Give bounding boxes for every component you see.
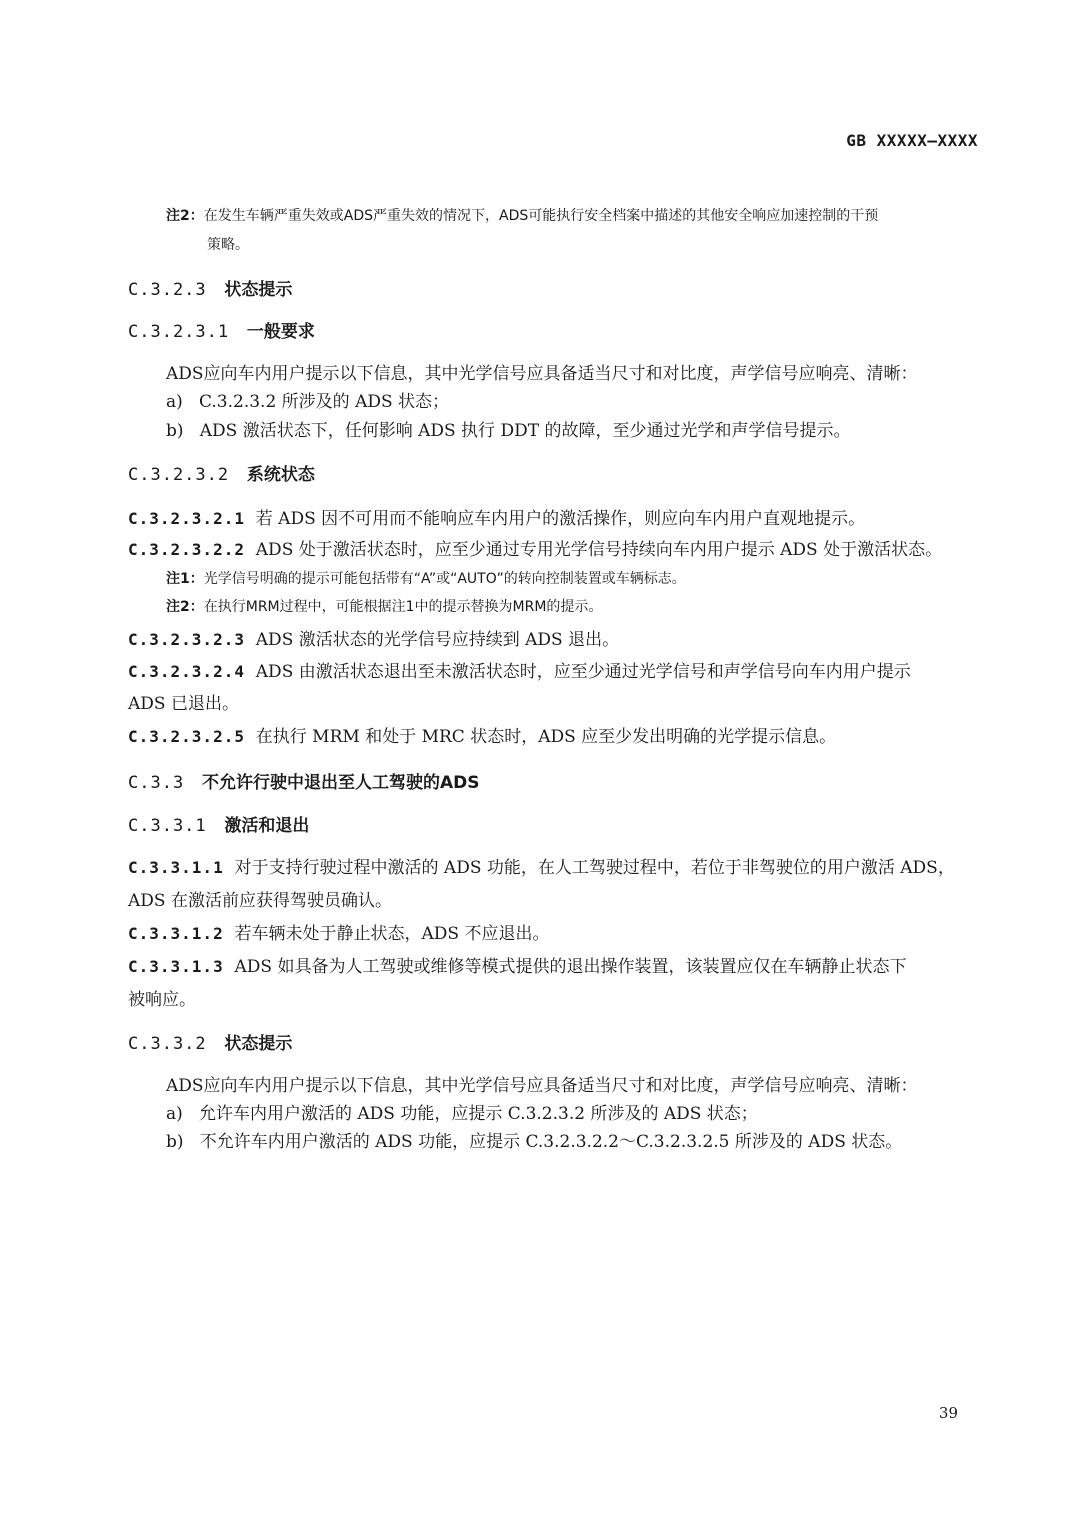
note-top-line1 [166,205,878,225]
section-heading-c32231 [128,317,315,342]
clause-c3223223 [128,625,619,650]
section-heading-c32232 [128,460,315,485]
clause-text: 若 ADS 因不可用而不能响应车内用户的激活操作，则应向车内用户直观地提示。 [255,509,866,529]
clause-c3223224-continuation: ADS 已退出。 [128,694,239,714]
list-item-a [166,1099,758,1124]
clause-c3223225 [128,722,836,747]
section-number: C.3.3.1 [128,816,207,836]
clause-c33312 [128,919,549,944]
paragraph-status-prompt: ADS应向车内用户提示以下信息，其中光学信号应具备适当尺寸和对比度，声学信号应响亮、清晰： [166,1076,918,1096]
note-label: 注2： [166,208,204,224]
section-title: 状态提示 [224,280,293,300]
clause-c33313-continuation: 被响应。 [128,990,196,1010]
section-title: 一般要求 [246,322,315,342]
section-number: C.3.2.3.1 [128,322,230,342]
clause-number: C.3.2.3.2.3 [128,630,245,649]
section-title: 激活和退出 [224,816,310,836]
section-title: 不允许行驶中退出至人工驾驶的ADS [201,773,480,793]
note-text: 在发生车辆严重失效或ADS严重失效的情况下，ADS可能执行安全档案中描述的其他安全响应加速控制的干预 [203,208,879,224]
clause-c3223221 [128,504,865,529]
clause-c33311 [128,853,955,878]
clause-c33311-continuation: ADS 在激活前应获得驾驶员确认。 [128,891,392,911]
list-text: 允许车内用户激活的 ADS 功能，应提示 C.3.2.3.2 所涉及的 ADS 状态； [199,1104,758,1124]
section-number: C.3.3 [128,773,185,793]
clause-number: C.3.2.3.2.4 [128,662,245,681]
section-number: C.3.2.3.2 [128,465,230,485]
section-heading-c3223 [128,275,292,300]
list-marker: b) [166,1132,184,1152]
section-title: 状态提示 [224,1034,293,1054]
clause-c3223224 [128,657,911,682]
note-label: 注1： [166,571,204,587]
section-heading-c333 [128,768,479,793]
standard-code-header: GB XXXXX—XXXX [846,131,978,150]
list-marker: b) [166,421,184,441]
note-text: 在执行MRM过程中，可能根据注1中的提示替换为MRM的提示。 [203,599,603,615]
clause-number: C.3.3.1.1 [128,858,224,877]
note-2 [166,596,602,616]
list-text: 不允许车内用户激活的 ADS 功能，应提示 C.3.2.3.2.2～C.3.2.3.2.5 所涉及的 ADS 状态。 [199,1132,903,1152]
clause-number: C.3.2.3.2.2 [128,540,245,559]
clause-c3223222 [128,535,942,560]
list-marker: a) [166,392,183,412]
note-1 [166,568,686,588]
list-text: C.3.2.3.2 所涉及的 ADS 状态； [199,392,450,412]
clause-text: 若车辆未处于静止状态，ADS 不应退出。 [234,924,550,944]
section-heading-c3331 [128,811,309,836]
clause-number: C.3.3.1.3 [128,957,224,976]
clause-text: ADS 由激活状态退出至未激活状态时，应至少通过光学信号和声学信号向车内用户提示 [255,662,911,682]
note-text: 光学信号明确的提示可能包括带有“A”或“AUTO”的转向控制装置或车辆标志。 [203,571,686,587]
section-number: C.3.3.2 [128,1034,207,1054]
clause-number: C.3.2.3.2.1 [128,509,245,528]
clause-c33313 [128,952,906,977]
list-text: ADS 激活状态下，任何影响 ADS 执行 DDT 的故障，至少通过光学和声学信号提示。 [199,421,851,441]
clause-number: C.3.3.1.2 [128,924,224,943]
section-title: 系统状态 [246,465,315,485]
clause-number: C.3.2.3.2.5 [128,727,245,746]
section-heading-c3332 [128,1029,292,1054]
clause-text: 对于支持行驶过程中激活的 ADS 功能，在人工驾驶过程中，若位于非驾驶位的用户激活 ADS， [234,858,955,878]
list-item-b [166,416,850,441]
list-item-b [166,1127,902,1152]
clause-text: ADS 处于激活状态时，应至少通过专用光学信号持续向车内用户提示 ADS 处于激活状态。 [255,540,943,560]
list-item-a [166,387,449,412]
note-label: 注2： [166,599,204,615]
page-number: 39 [938,1404,958,1422]
paragraph-general-requirements: ADS应向车内用户提示以下信息，其中光学信号应具备适当尺寸和对比度，声学信号应响亮、清晰： [166,364,918,384]
note-top-line2: 策略。 [207,237,249,253]
list-marker: a) [166,1104,183,1124]
clause-text: 在执行 MRM 和处于 MRC 状态时，ADS 应至少发出明确的光学提示信息。 [255,727,837,747]
section-number: C.3.2.3 [128,280,207,300]
clause-text: ADS 如具备为人工驾驶或维修等模式提供的退出操作装置，该装置应仅在车辆静止状态下 [234,957,907,977]
clause-text: ADS 激活状态的光学信号应持续到 ADS 退出。 [255,630,620,650]
